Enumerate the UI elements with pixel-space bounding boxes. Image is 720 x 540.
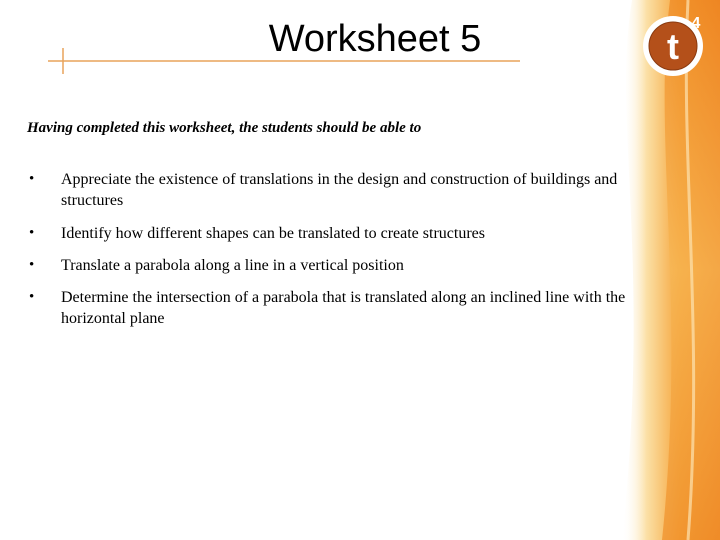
- logo-letter: t: [667, 26, 679, 67]
- bullet-icon: •: [29, 225, 35, 241]
- objective-text: Appreciate the existence of translations in the design and construction of buildings and structures: [61, 171, 618, 209]
- logo-superscript: 4: [691, 15, 701, 32]
- bullet-icon: •: [29, 171, 35, 187]
- objective-text: Identify how different shapes can be translated to create structures: [61, 225, 485, 242]
- bullet-icon: •: [29, 257, 35, 273]
- page-title: Worksheet 5: [268, 18, 482, 60]
- objective-text: Translate a parabola along a line in a vertical position: [61, 257, 404, 274]
- t4-logo-icon: [636, 6, 714, 80]
- objective-text: Determine the intersection of a parabola that is translated along an inclined line with the horizontal plane: [61, 289, 626, 327]
- t4-logo: [636, 6, 714, 80]
- bullet-icon: •: [29, 289, 35, 305]
- intro-text: Having completed this worksheet, the students should be able to: [27, 120, 422, 136]
- title-underline-decoration: [48, 46, 523, 76]
